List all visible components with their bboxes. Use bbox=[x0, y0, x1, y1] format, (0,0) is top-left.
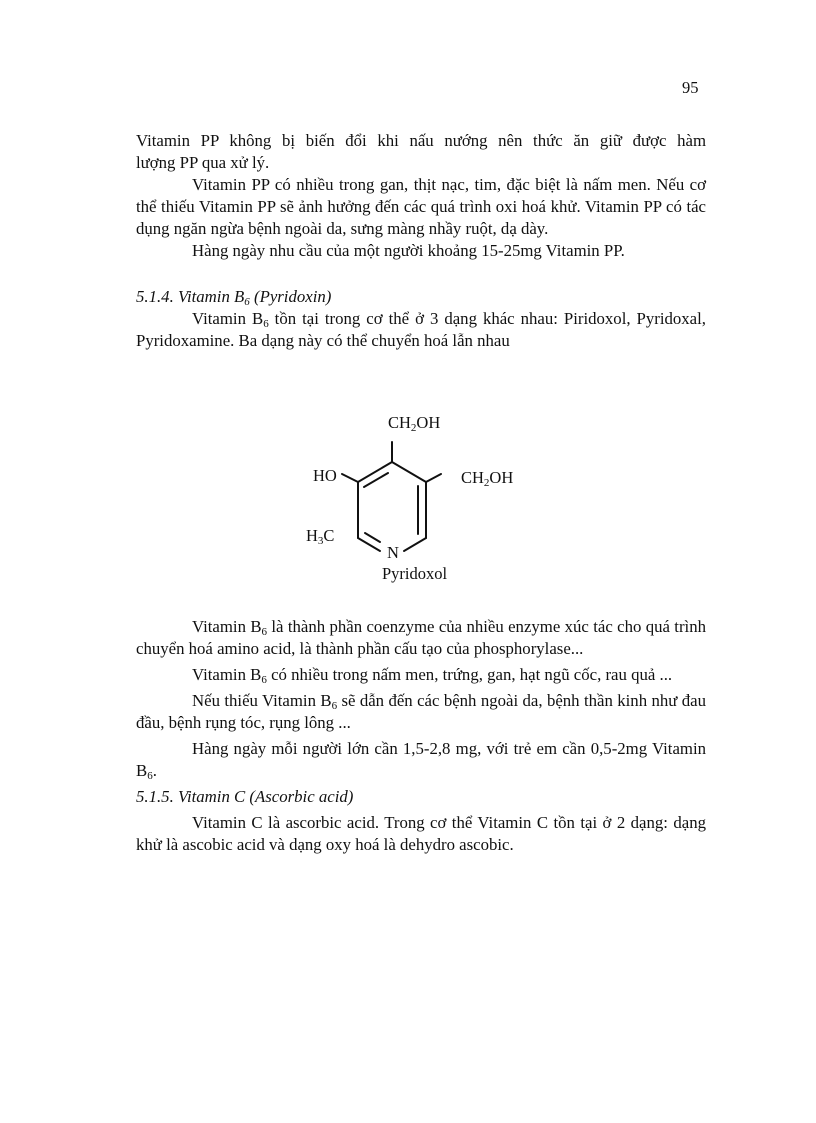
b6-deficiency-paragraph: Nếu thiếu Vitamin $B_6$ sẽ dẫn đến các bệnh ngoài da, bệnh thần kinh như đau đầu, bệnh rụng tóc, rụng lông ... bbox=[136, 691, 706, 732]
page-number: 95 bbox=[682, 78, 699, 97]
section-c-heading: 5.1.5. Vitamin C (Ascorbic acid) bbox=[136, 787, 354, 806]
b6-intro-paragraph: Vitamin $B_6$ tồn tại trong cơ thể ở 3 dạng khác nhau: Piridoxol, Pyridoxal, Pyridoxamine. Ba dạng này có thể chuyển hoá lẫn nhau bbox=[136, 309, 706, 350]
pp-paragraph-3: Hàng ngày nhu cầu của một người khoảng 15-25mg Vitamin PP. bbox=[192, 241, 625, 260]
b6-daily-paragraph: Hàng ngày mỗi người lớn cần 1,5-2,8 mg, với trẻ em cần 0,5-2mg Vitamin $B_6$. bbox=[136, 739, 706, 782]
b6-role-paragraph: Vitamin $B_6$ là thành phần coenzyme của nhiều enzyme xúc tác cho quá trình chuyển hoá amino acid, là thành phần cấu tạo của phosphorylase... bbox=[136, 617, 706, 658]
section-b6-heading: 5.1.4. Vitamin $B_6$ (Pyridoxin) bbox=[136, 287, 332, 308]
pyridoxol-structure bbox=[136, 358, 706, 583]
pp-p1-line-1: Vitamin PP không bị biến đổi khi nấu nướng nên thức ăn giữ được hàm bbox=[136, 131, 706, 150]
bond-ring-bottom-right bbox=[404, 538, 426, 551]
label-nitrogen: N bbox=[387, 543, 399, 562]
pp-p1-line-2: lượng PP qua xử lý. bbox=[136, 153, 270, 172]
vitamin-c-paragraph: Vitamin C là ascorbic acid. Trong cơ thể Vitamin C tồn tại ở 2 dạng: dạng khử là ascobic acid và dạng oxy hoá là dehydro ascobic. bbox=[136, 813, 706, 854]
bond-ring-top-left bbox=[358, 462, 392, 482]
b6-sources-paragraph: Vitamin $B_6$ có nhiều trong nấm men, trứng, gan, hạt ngũ cốc, rau quả ... bbox=[192, 665, 673, 686]
structure-caption: Pyridoxol bbox=[382, 564, 448, 583]
bond-ring-top-right bbox=[392, 462, 426, 482]
page-content bbox=[136, 130, 706, 856]
label-top-ch2oh: $CH_2OH$ bbox=[388, 413, 441, 434]
bond-ho bbox=[342, 474, 358, 482]
pp-paragraph-2: Vitamin PP có nhiều trong gan, thịt nạc, tim, đặc biệt là nấm men. Nếu cơ thể thiếu Vitamin PP sẽ ảnh hưởng đến các quá trình oxi hoá khử. Vitamin PP có tác dụng ngăn ngừa bệnh ngoài da, sưng màng nhầy ruột, dạ dày. bbox=[136, 175, 706, 238]
bond-ring-bottom-left-double bbox=[365, 533, 380, 542]
bond-ring-top-left-double bbox=[364, 473, 388, 487]
pp-paragraph-1 bbox=[136, 130, 706, 174]
label-h3c: $H_3C$ bbox=[306, 526, 335, 547]
label-right-ch2oh: $CH_2OH$ bbox=[461, 468, 514, 489]
pyridoxol-ring-diagram bbox=[136, 358, 706, 578]
label-ho: HO bbox=[313, 466, 337, 485]
bond-ch2oh-right bbox=[426, 474, 441, 482]
